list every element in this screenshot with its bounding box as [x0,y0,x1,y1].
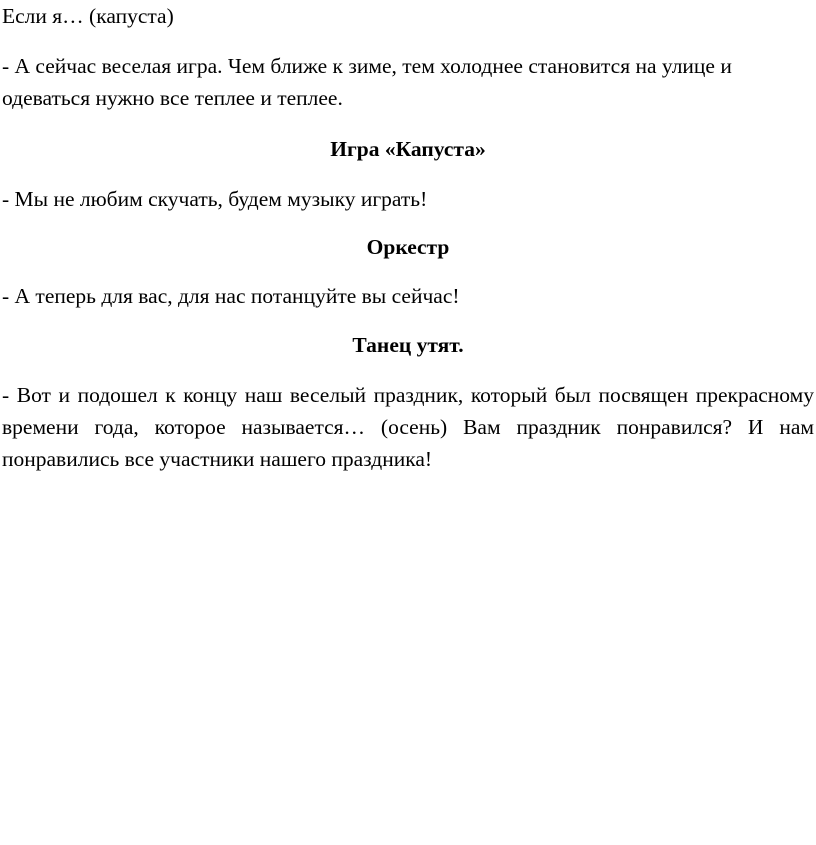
intro-line: Если я… (капуста) [2,4,174,28]
heading-duckling-dance: Танец утят. [352,333,464,357]
heading-orchestra: Оркестр [366,235,450,259]
paragraph-music: - Мы не любим скучать, будем музыку играть! [2,187,428,211]
paragraph-closing: - Вот и подошел к концу наш веселый праздник, который был посвящен прекрасному времени года, которое называется… (осень) Вам праздник понравился? И нам понравились все участники нашего праздника! [2,383,814,471]
paragraph-dance: - А теперь для вас, для нас потанцуйте вы сейчас! [2,284,460,308]
heading-cabbage-game: Игра «Капуста» [330,137,486,161]
paragraph-game-intro: - А сейчас веселая игра. Чем ближе к зиме, тем холоднее становится на улице и одеваться нужно все теплее и теплее. [2,54,732,110]
